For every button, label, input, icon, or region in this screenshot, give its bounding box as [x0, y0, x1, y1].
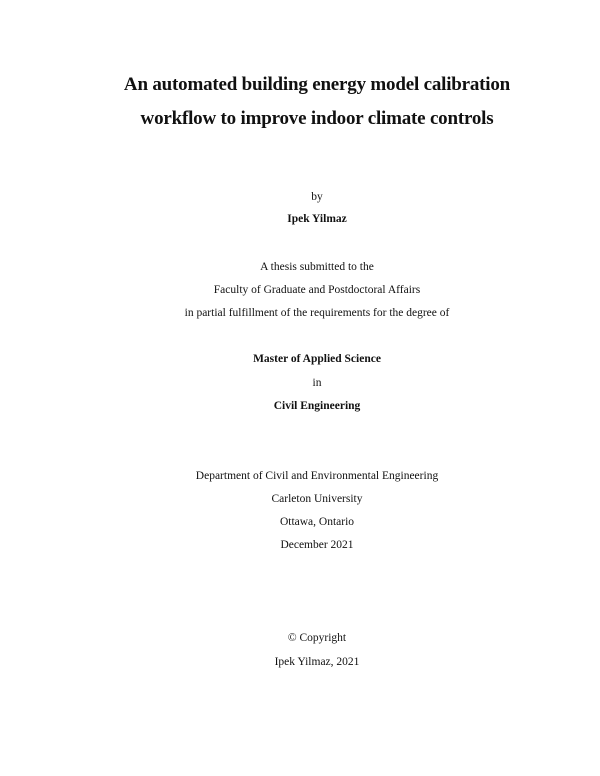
submission-line-1: A thesis submitted to the	[260, 261, 374, 273]
by-label: by	[311, 191, 323, 203]
degree-field: Civil Engineering	[273, 400, 361, 412]
thesis-title-line-2: workflow to improve indoor climate controls	[140, 108, 494, 129]
department: Department of Civil and Environmental Engineering	[195, 470, 439, 482]
date: December 2021	[280, 539, 354, 551]
copyright-notice: © Copyright	[287, 632, 347, 644]
degree-in: in	[312, 377, 322, 389]
location: Ottawa, Ontario	[279, 516, 355, 528]
copyright-holder: Ipek Yilmaz, 2021	[274, 656, 360, 668]
submission-line-3: in partial fulfillment of the requirements for the degree of	[184, 307, 450, 319]
submission-line-2: Faculty of Graduate and Postdoctoral Affairs	[213, 284, 421, 296]
author-name: Ipek Yilmaz	[287, 213, 347, 225]
thesis-title-line-1: An automated building energy model calibration	[123, 74, 511, 95]
degree-name: Master of Applied Science	[253, 353, 381, 365]
university: Carleton University	[271, 493, 363, 505]
